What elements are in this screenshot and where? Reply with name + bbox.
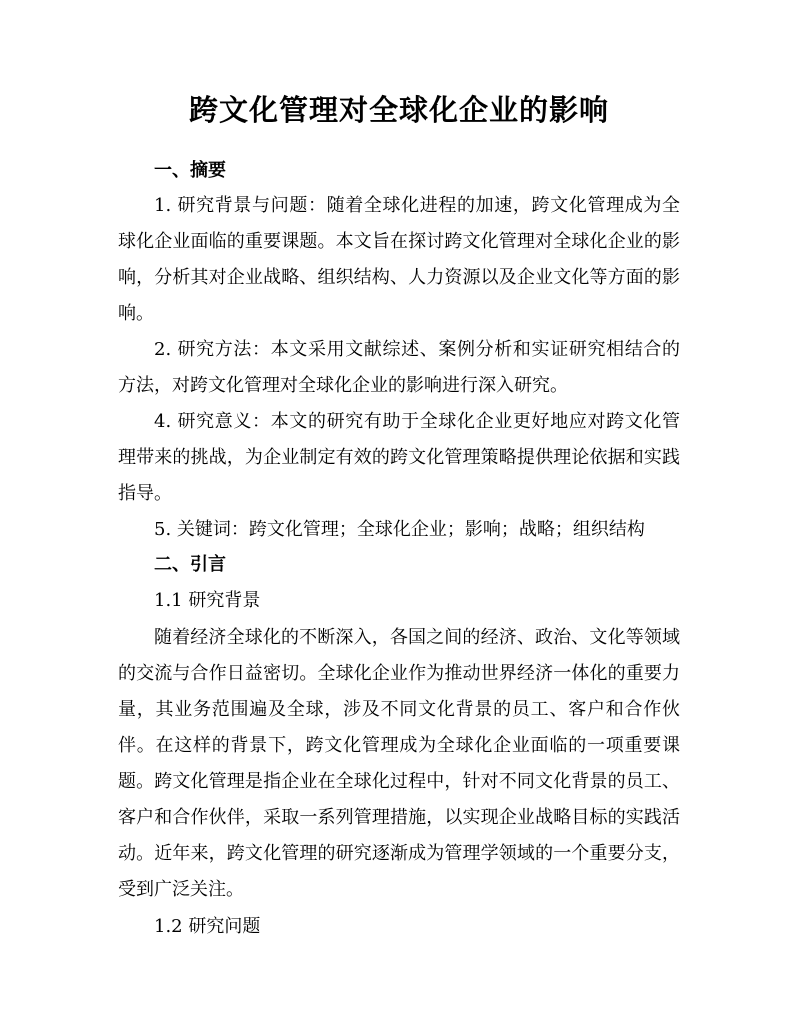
section-heading-introduction: 二、引言 <box>154 554 226 575</box>
section-heading-abstract: 一、摘要 <box>154 160 226 181</box>
abstract-paragraph-method: 2. 研究方法：本文采用文献综述、案例分析和实证研究相结合的方法，对跨文化管理对全球化企业的影响进行深入研究。 <box>118 339 680 396</box>
document-title: 跨文化管理对全球化企业的影响 <box>188 93 609 127</box>
abstract-paragraph-background: 1. 研究背景与问题：随着全球化进程的加速，跨文化管理成为全球化企业面临的重要课题。本文旨在探讨跨文化管理对全球化企业的影响，分析其对企业战略、组织结构、人力资源以及企业文化等方面的影响。 <box>118 195 680 324</box>
document-page <box>118 88 680 946</box>
abstract-paragraph-significance: 4. 研究意义：本文的研究有助于全球化企业更好地应对跨文化管理带来的挑战，为企业制定有效的跨文化管理策略提供理论依据和实践指导。 <box>118 411 680 504</box>
abstract-paragraph-keywords: 5. 关键词：跨文化管理；全球化企业；影响；战略；组织结构 <box>154 519 645 540</box>
subsection-heading-background: 1.1 研究背景 <box>154 590 261 611</box>
introduction-paragraph: 随着经济全球化的不断深入，各国之间的经济、政治、文化等领域的交流与合作日益密切。全球化企业作为推动世界经济一体化的重要力量，其业务范围遍及全球，涉及不同文化背景的员工、客户和合作伙伴。在这样的背景下，跨文化管理成为全球化企业面临的一项重要课题。跨文化管理是指企业在全球化过程中，针对不同文化背景的员工、客户和合作伙伴，采取一系列管理措施，以实现企业战略目标的实践活动。近年来，跨文化管理的研究逐渐成为管理学领域的一个重要分支，受到广泛关注。 <box>118 627 680 900</box>
subsection-heading-question: 1.2 研究问题 <box>154 916 261 937</box>
